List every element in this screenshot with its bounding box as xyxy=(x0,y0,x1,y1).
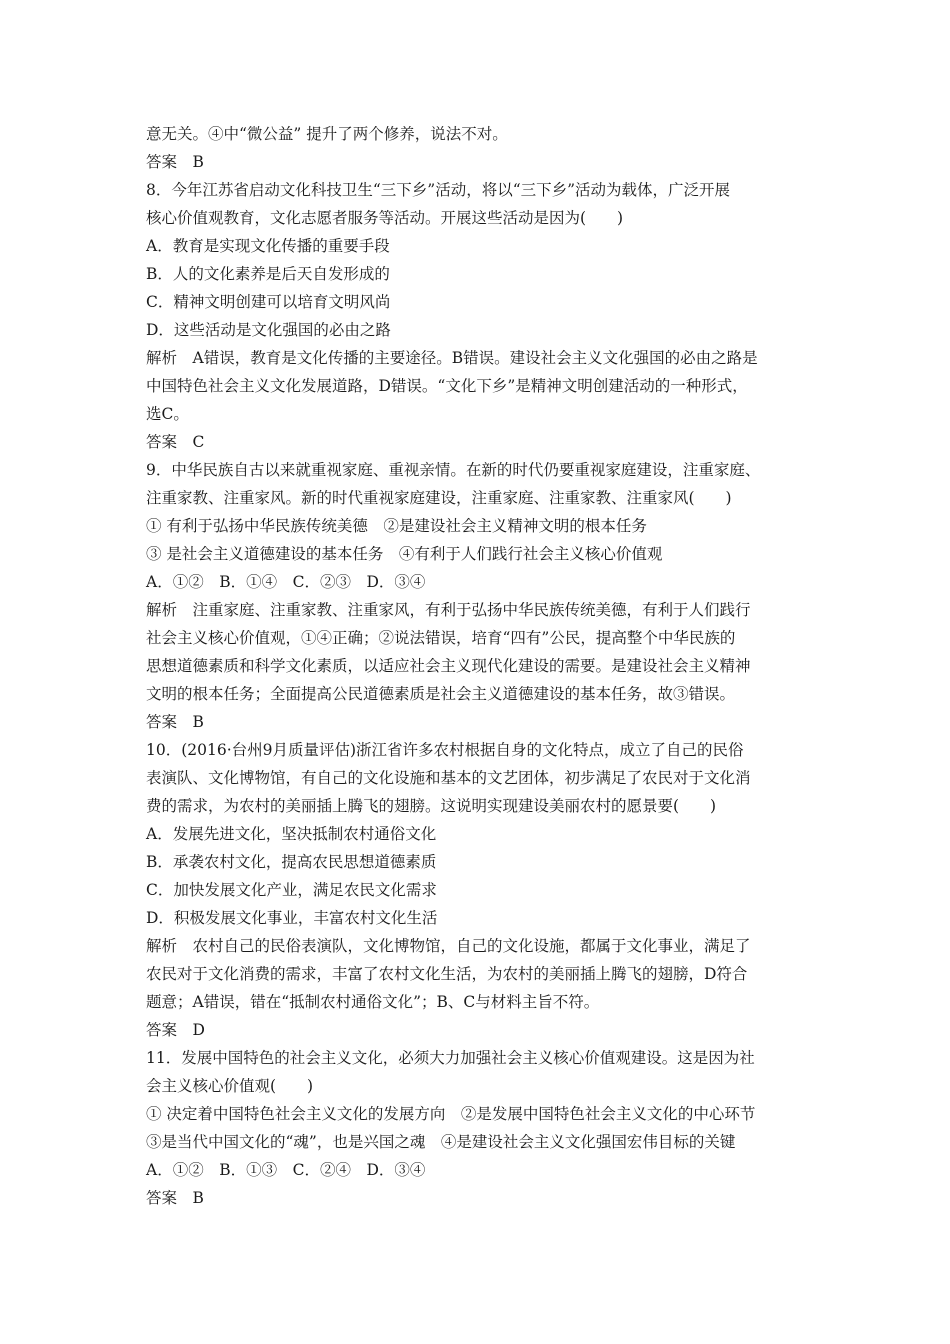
option-c: C．精神文明创建可以培育文明风尚 xyxy=(146,293,391,311)
statement-line: ③是当代中国文化的“魂”，也是兴国之魂 ④是建设社会主义文化强国宏伟目标的关键 xyxy=(146,1133,736,1151)
question-11-stem: 11．发展中国特色的社会主义文化，必须大力加强社会主义核心价值观建设。这是因为社 xyxy=(146,1049,755,1067)
options-line: A．①② B．①④ C．②③ D．③④ xyxy=(146,573,426,591)
option-b: B．承袭农村文化，提高农民思想道德素质 xyxy=(146,853,437,871)
question-8-stem: 核心价值观教育，文化志愿者服务等活动。开展这些活动是因为( ) xyxy=(146,209,624,227)
analysis-line: 解析 A错误，教育是文化传播的主要途径。B错误。建设社会主义文化强国的必由之路是 xyxy=(146,349,758,367)
analysis-line: 中国特色社会主义文化发展道路，D错误。“文化下乡”是精神文明创建活动的一种形式， xyxy=(146,377,748,395)
statement-line: ③ 是社会主义道德建设的基本任务 ④有利于人们践行社会主义核心价值观 xyxy=(146,545,663,563)
analysis-line: 解析 注重家庭、注重家教、注重家风，有利于弘扬中华民族传统美德，有利于人们践行 xyxy=(146,601,751,619)
answer-line: 答案 B xyxy=(146,153,204,171)
option-c: C．加快发展文化产业，满足农民文化需求 xyxy=(146,881,437,899)
answer-line: 答案 C xyxy=(146,433,205,451)
question-9-stem: 注重家教、注重家风。新的时代重视家庭建设，注重家庭、注重家教、注重家风( ) xyxy=(146,489,732,507)
analysis-line: 解析 农村自己的民俗表演队，文化博物馆，自己的文化设施，都属于文化事业，满足了 xyxy=(146,937,751,955)
option-b: B．人的文化素养是后天自发形成的 xyxy=(146,265,390,283)
analysis-line: 农民对于文化消费的需求，丰富了农村文化生活，为农村的美丽插上腾飞的翅膀，D符合 xyxy=(146,965,748,983)
analysis-line: 题意；A错误，错在“抵制农村通俗文化”；B、C与材料主旨不符。 xyxy=(146,993,600,1011)
question-10-stem: 费的需求，为农村的美丽插上腾飞的翅膀。这说明实现建设美丽农村的愿景要( ) xyxy=(146,797,717,815)
analysis-line: 选C。 xyxy=(146,405,189,423)
question-10-stem: 10．(2016·台州9月质量评估)浙江省许多农村根据自身的文化特点，成立了自己的民俗 xyxy=(146,741,744,759)
analysis-line: 文明的根本任务；全面提高公民道德素质是社会主义道德建设的基本任务，故③错误。 xyxy=(146,685,736,703)
option-d: D．积极发展文化事业，丰富农村文化生活 xyxy=(146,909,438,927)
answer-line: 答案 D xyxy=(146,1021,205,1039)
option-a: A．发展先进文化，坚决抵制农村通俗文化 xyxy=(146,825,437,843)
option-d: D．这些活动是文化强国的必由之路 xyxy=(146,321,391,339)
option-a: A．教育是实现文化传播的重要手段 xyxy=(146,237,390,255)
question-11-stem: 会主义核心价值观( ) xyxy=(146,1077,314,1095)
options-line: A．①② B．①③ C．②④ D．③④ xyxy=(146,1161,426,1179)
question-9-stem: 9．中华民族自古以来就重视家庭、重视亲情。在新的时代仍要重视家庭建设，注重家庭、 xyxy=(146,461,761,479)
analysis-line: 思想道德素质和科学文化素质，以适应社会主义现代化建设的需要。是建设社会主义精神 xyxy=(146,657,751,675)
answer-line: 答案 B xyxy=(146,713,204,731)
text-line: 意无关。④中“微公益” 提升了两个修养，说法不对。 xyxy=(146,125,508,143)
question-10-stem: 表演队、文化博物馆，有自己的文化设施和基本的文艺团体，初步满足了农民对于文化消 xyxy=(146,769,751,787)
analysis-line: 社会主义核心价值观，①④正确；②说法错误，培育“四有”公民，提高整个中华民族的 xyxy=(146,629,736,647)
answer-line: 答案 B xyxy=(146,1189,204,1207)
statement-line: ① 有利于弘扬中华民族传统美德 ②是建设社会主义精神文明的根本任务 xyxy=(146,517,647,535)
question-8-stem: 8．今年江苏省启动文化科技卫生“三下乡”活动，将以“三下乡”活动为载体，广泛开展 xyxy=(146,181,731,199)
statement-line: ① 决定着中国特色社会主义文化的发展方向 ②是发展中国特色社会主义文化的中心环节 xyxy=(146,1105,756,1123)
